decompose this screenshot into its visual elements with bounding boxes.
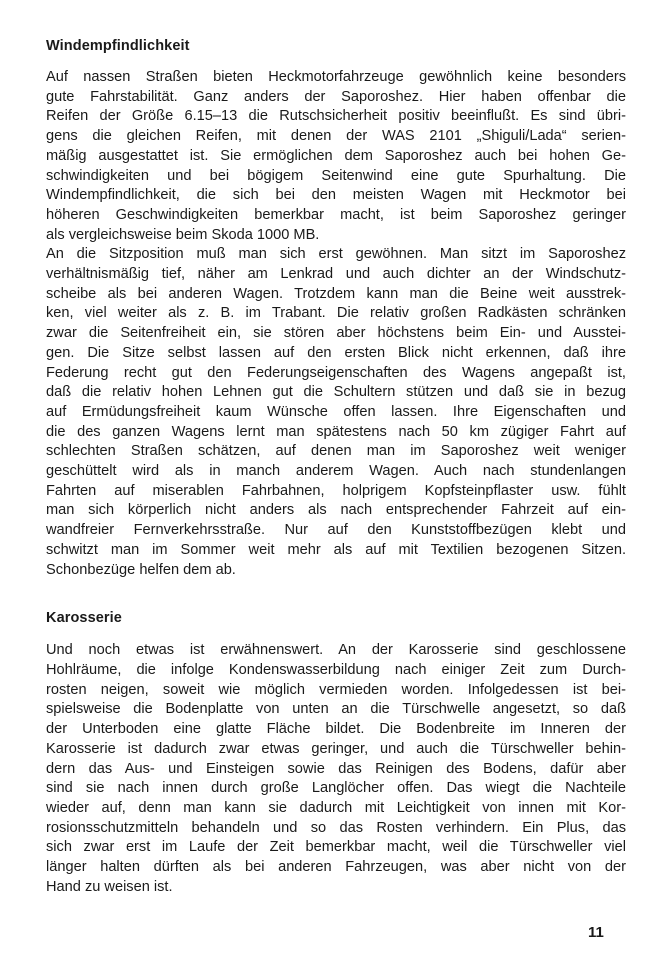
text-line: mäßig ausgestattet ist. Sie ermöglichen dem Saporoshez auch bei hohen Ge- (46, 147, 626, 164)
text-line: gens die gleichen Reifen, mit denen der WAS 2101 „Shiguli/Lada“ serien- (46, 128, 626, 145)
section-body-windempfindlichkeit (46, 68, 626, 580)
text-line: wieder auf, denn man kann sie dadurch mit Leichtigkeit von innen mit Kor- (46, 799, 626, 816)
text-line: schlechten Straßen schätzen, auf denen man im Saporoshez weit weniger (46, 443, 626, 460)
text-line: Schonbezüge helfen dem ab. (46, 561, 236, 578)
text-line: An die Sitzposition muß man sich erst gewöhnen. Man sitzt im Saporoshez (46, 246, 626, 263)
text-line: Windempfindlichkeit, die sich bei den meisten Wagen mit Heckmotor bei (46, 187, 626, 204)
text-line: spielsweise die Bodenplatte von unten an die Türschwelle angesetzt, so daß (46, 701, 626, 718)
page-number: 11 (588, 924, 604, 941)
text-line: länger halten dürften als bei anderen Fahrzeugen, was aber nicht von der (46, 859, 626, 876)
text-line: der Unterboden eine glatte Fläche bildet. Die Bodenbreite im Inneren der (46, 721, 626, 738)
text-line: Fahrten auf miserablen Fahrbahnen, holprigem Kopfsteinpflaster usw. fühlt (46, 482, 626, 499)
text-line: geschüttelt wird als in manch anderem Wagen. Auch nach stundenlangen (46, 463, 626, 480)
text-line: rosten neigen, soweit wie möglich vermieden worden. Infolgedessen ist bei- (46, 681, 626, 698)
text-line: auf Ermüdungsfreiheit kaum Wünsche offen lassen. Ihre Eigenschaften und (46, 403, 626, 420)
text-line: Reifen der Größe 6.15–13 die Rutschsicherheit positiv beeinflußt. Es sind übri- (46, 108, 626, 125)
section-body-karosserie (46, 641, 626, 897)
text-line: schwindigkeiten und bei bögigem Seitenwind eine gute Spurhaltung. Die (46, 167, 626, 184)
text-line: gen. Die Sitze selbst lassen auf den ersten Blick nicht erkennen, daß ihre (46, 344, 626, 361)
section-heading-karosserie: Karosserie (46, 610, 122, 627)
text-line: ken, viel weiter als z. B. im Trabant. Die relativ großen Radkästen schränken (46, 305, 626, 322)
text-line: Auf nassen Straßen bieten Heckmotorfahrzeuge gewöhnlich keine besonders (46, 69, 626, 85)
text-line: die des ganzen Wagens lernt man spätestens nach 50 km zügiger Fahrt auf (46, 423, 626, 440)
page-content (46, 38, 626, 897)
text-line: verhältnismäßig tief, näher am Lenkrad und auch dichter an der Windschutz- (46, 266, 626, 283)
text-line: Hand zu weisen ist. (46, 878, 173, 895)
text-line: dern das Aus- und Einsteigen sowie das Reinigen des Bodens, dafür aber (46, 760, 626, 777)
text-line: höheren Geschwindigkeiten bemerkbar macht, ist beim Saporoshez geringer (46, 206, 626, 223)
text-line: zwar die Seitenfreiheit ein, sie stören aber höchstens beim Ein- und Ausstei- (46, 325, 626, 342)
text-line: Und noch etwas ist erwähnenswert. An der Karosserie sind geschlossene (46, 642, 626, 659)
text-line: scheibe als bei anderen Wagen. Trotzdem kann man die Beine weit ausstrek- (46, 285, 626, 302)
section-heading-windempfindlichkeit: Windempfindlichkeit (46, 38, 190, 54)
text-line: sich zwar erst im Laufe der Zeit bemerkbar macht, weil die Türschweller viel (46, 839, 626, 856)
text-line: Karosserie ist dadurch zwar etwas geringer, und auch die Türschweller behin- (46, 740, 626, 757)
text-line: sind sie nach innen durch große Langlöcher offen. Das wiegt die Nachteile (46, 780, 626, 797)
text-line: schwitzt man im Sommer weit mehr als auf mit Textilien bezogenen Sitzen. (46, 541, 626, 558)
text-line: daß die relativ hohen Lehnen gut die Schultern stützen und daß sie in bezug (46, 384, 626, 401)
text-line: als vergleichsweise beim Skoda 1000 MB. (46, 226, 320, 243)
text-line: Federung recht gut den Federungseigenschaften des Wagens angepaßt ist, (46, 364, 626, 381)
text-line: wandfreier Fernverkehrsstraße. Nur auf den Kunststoffbezügen klebt und (46, 522, 626, 539)
text-line: Hohlräume, die infolge Kondenswasserbildung nach einiger Zeit zum Durch- (46, 661, 626, 678)
text-line: rosionsschutzmitteln behandeln und so das Rosten verhindern. Ein Plus, das (46, 819, 626, 836)
text-line: gute Fahrstabilität. Ganz anders der Saporoshez. Hier haben offenbar die (46, 88, 626, 105)
text-line: man sich körperlich nicht anders als nach entsprechender Fahrzeit auf ein- (46, 502, 626, 519)
